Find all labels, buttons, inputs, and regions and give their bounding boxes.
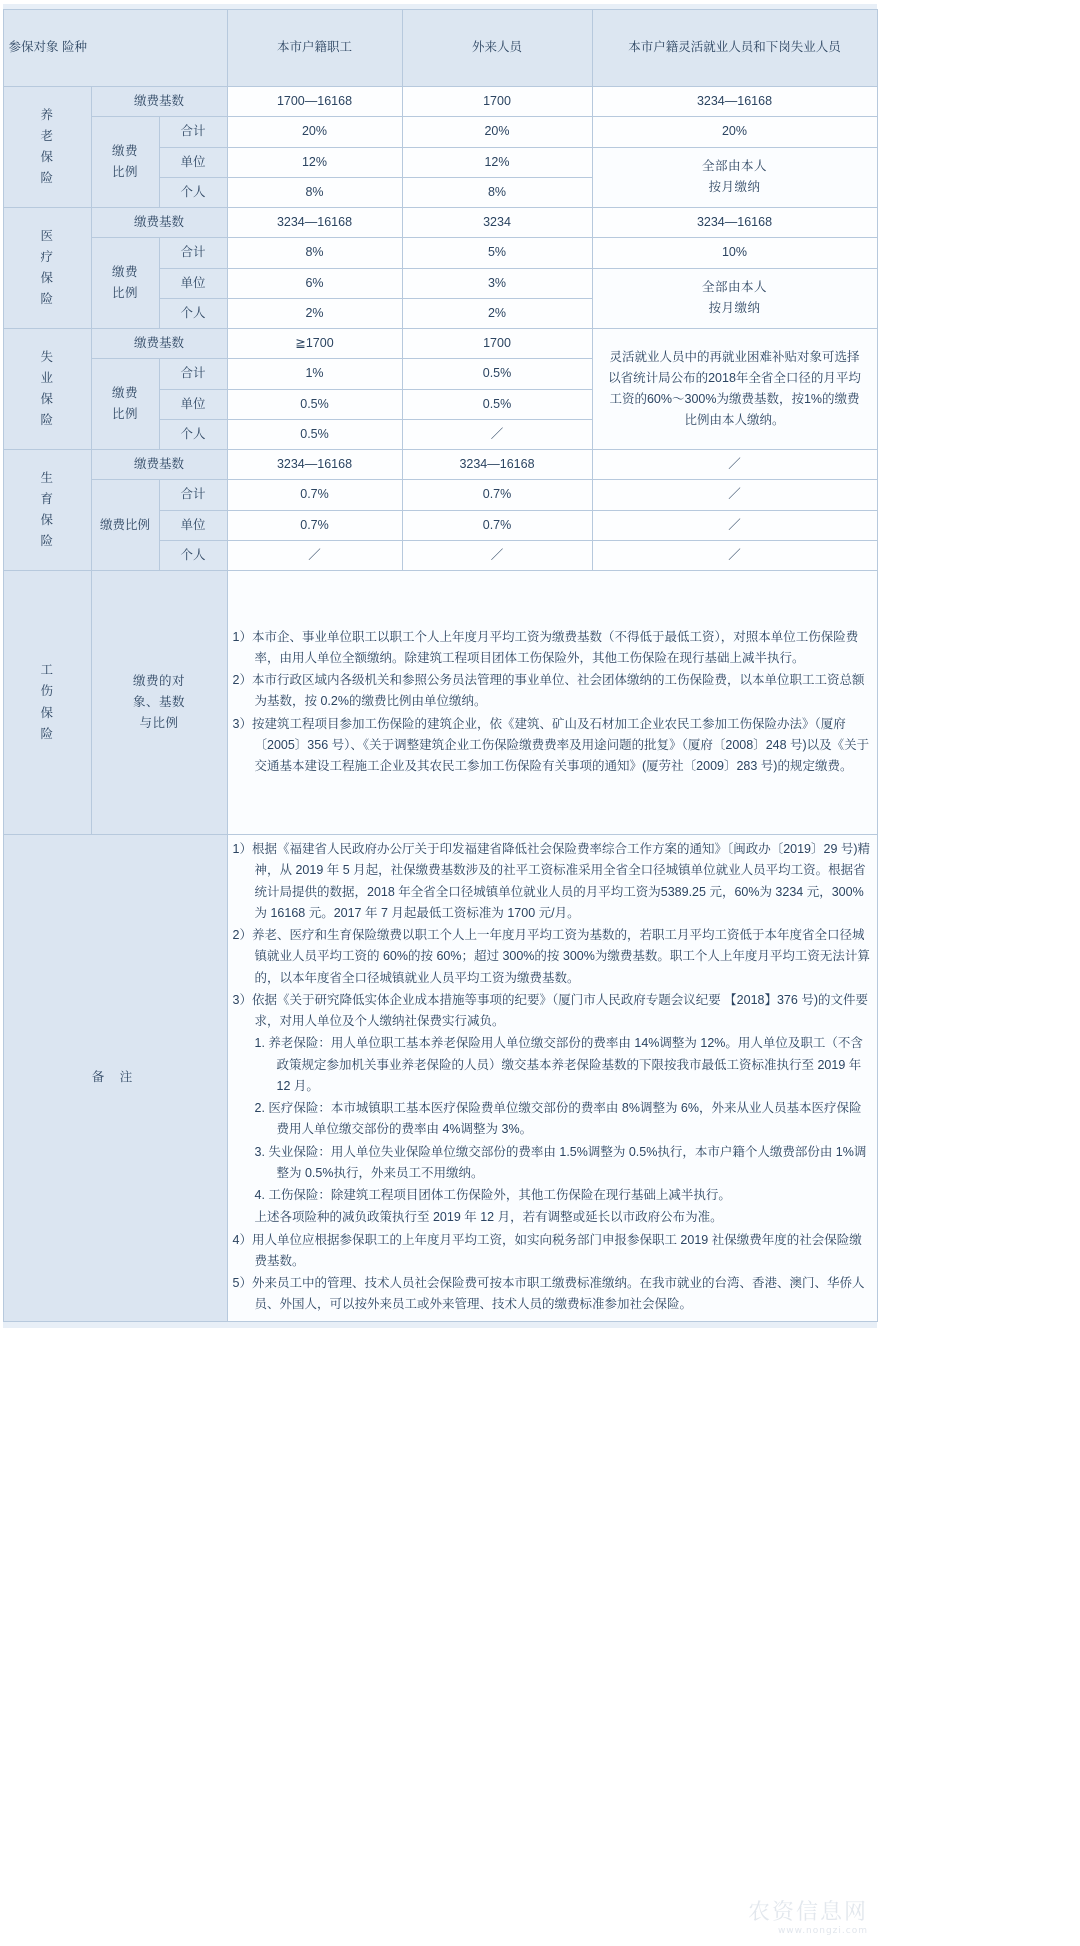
pension-base-migrant: 1700 — [402, 87, 592, 117]
row-label-base-pension: 缴费基数 — [91, 87, 227, 117]
header-col-migrant: 外来人员 — [402, 10, 592, 87]
remark-sub-tail: 上述各项险种的减负政策执行至 2019 年 12 月，若有调整或延长以市政府公布为准。 — [254, 1210, 723, 1225]
maternity-unit-flexible: ／ — [592, 510, 877, 540]
maternity-base-flexible: ／ — [592, 450, 877, 480]
maternity-unit-migrant: 0.7% — [402, 510, 592, 540]
section-label-medical: 医 疗 保 险 — [3, 208, 91, 329]
remark-item-1-text: 根据《福建省人民政府办公厅关于印发福建省降低社会保险费率综合工作方案的通知》〔闽政办〔2019〕29 号)精神，从 2019 年 5 月起，社保缴费基数涉及的社平工资标准采用全省全口径城镇单位就业人员平均工资。根据省统计局提供的数据，2018 年全省全口径城镇单位就业人员的月平均工资为5389.25 元，60%为 3234 元，300%为 16168 元。2017 年 7 月起最低工资标准为 1700 元/月。 — [251, 842, 871, 920]
medical-flexible-selfpay: 全部由本人 按月缴纳 — [592, 268, 877, 329]
row-label-ratio-pension: 缴费 比例 — [91, 117, 159, 208]
row-label-base-maternity: 缴费基数 — [91, 450, 227, 480]
section-label-work-injury: 工 伤 保 险 — [3, 571, 91, 835]
watermark-url: www.nongzi.com — [777, 1926, 868, 1936]
maternity-total-flexible: ／ — [592, 480, 877, 510]
header-col-local-employee: 本市户籍职工 — [227, 10, 402, 87]
medical-total-local: 8% — [227, 238, 402, 268]
pension-base-flexible: 3234—16168 — [592, 87, 877, 117]
work-injury-note-2: 2）本市行政区域内各级机关和参照公务员法管理的事业单位、社会团体缴纳的工伤保险费，以本单位职工工资总额为基数，按 0.2%的缴费比例由单位缴纳。 — [232, 673, 865, 709]
unemployment-individual-migrant: ／ — [402, 419, 592, 449]
medical-base-migrant: 3234 — [402, 208, 592, 238]
remark-item-5 — [233, 1273, 872, 1316]
unemployment-base-migrant: 1700 — [402, 329, 592, 359]
unemployment-base-row — [3, 329, 877, 359]
remark-item-2 — [233, 925, 872, 989]
row-label-total-unemployment: 合计 — [159, 359, 227, 389]
maternity-total-migrant: 0.7% — [402, 480, 592, 510]
row-label-ratio-unemployment: 缴费 比例 — [91, 359, 159, 450]
maternity-individual-local: ／ — [227, 540, 402, 570]
remarks-notes — [227, 835, 877, 1322]
remark-item-2-num: 2） — [232, 928, 252, 942]
row-label-individual-medical: 个人 — [159, 298, 227, 328]
medical-total-row — [3, 238, 877, 268]
section-label-pension: 养 老 保 险 — [3, 87, 91, 208]
work-injury-note-1: 1）本市企、事业单位职工以职工个人上年度月平均工资为缴费基数（不得低于最低工资），对照本单位工伤保险费率，由用人单位全额缴纳。除建筑工程项目团体工伤保险外，其他工伤保险在现行基础上减半执行。 — [232, 629, 859, 665]
unemployment-unit-local: 0.5% — [227, 389, 402, 419]
maternity-total-local: 0.7% — [227, 480, 402, 510]
header-col-flexible-employment: 本市户籍灵活就业人员和下岗失业人员 — [592, 10, 877, 87]
pension-base-row — [3, 87, 877, 117]
remark-item-3-text: 依据《关于研究降低实体企业成本措施等事项的纪要》（厦门市人民政府专题会议纪要 【2018】376 号)的文件要求，对用人单位及个人缴纳社保费实行减负。 — [251, 992, 868, 1028]
unemployment-total-local: 1% — [227, 359, 402, 389]
social-insurance-table — [3, 9, 878, 1322]
remark-sub-item-2: 2. 医疗保险：本市城镇职工基本医疗保险费单位缴交部份的费率由 8%调整为 6%，外来从业人员基本医疗保险费用人单位缴交部份的费率由 4%调整为 3%。 — [254, 1101, 862, 1137]
pension-total-row — [3, 117, 877, 147]
medical-base-flexible: 3234—16168 — [592, 208, 877, 238]
unemployment-total-migrant: 0.5% — [402, 359, 592, 389]
remark-item-4-text: 用人单位应根据参保职工的上年度月平均工资，如实向税务部门申报参保职工 2019 社保缴费年度的社会保险缴费基数。 — [251, 1232, 862, 1268]
medical-total-flexible: 10% — [592, 238, 877, 268]
work-injury-notes — [227, 571, 877, 835]
pension-individual-migrant: 8% — [402, 177, 592, 207]
remark-item-5-num: 5） — [232, 1276, 252, 1290]
remarks-row — [3, 835, 877, 1322]
remark-item-3-num: 3） — [232, 992, 252, 1007]
watermark-text: 农资信息网 — [747, 1900, 868, 1925]
pension-flexible-selfpay: 全部由本人 按月缴纳 — [592, 147, 877, 208]
row-label-unit-medical: 单位 — [159, 268, 227, 298]
row-label-total-maternity: 合计 — [159, 480, 227, 510]
row-label-total-medical: 合计 — [159, 238, 227, 268]
row-label-individual-maternity: 个人 — [159, 540, 227, 570]
row-label-work-injury-object: 缴费的对 象、基数 与比例 — [91, 571, 227, 835]
remark-sub-item-4: 4. 工伤保险：除建筑工程项目团体工伤保险外，其他工伤保险在现行基础上减半执行。 — [254, 1188, 731, 1202]
unemployment-individual-local: 0.5% — [227, 419, 402, 449]
watermark — [748, 1895, 868, 1936]
work-injury-row — [3, 571, 877, 835]
unemployment-base-local: ≧1700 — [227, 329, 402, 359]
pension-unit-migrant: 12% — [402, 147, 592, 177]
medical-base-row — [3, 208, 877, 238]
maternity-individual-flexible: ／ — [592, 540, 877, 570]
unemployment-flexible-note: 灵活就业人员中的再就业困难补贴对象可选择以省统计局公布的2018年全省全口径的月平均工资的60%～300%为缴费基数，按1%的缴费比例由本人缴纳。 — [592, 329, 877, 450]
maternity-unit-local: 0.7% — [227, 510, 402, 540]
medical-total-migrant: 5% — [402, 238, 592, 268]
row-label-total-pension: 合计 — [159, 117, 227, 147]
medical-unit-migrant: 3% — [402, 268, 592, 298]
maternity-base-migrant: 3234—16168 — [402, 450, 592, 480]
pension-unit-local: 12% — [227, 147, 402, 177]
row-label-unit-maternity: 单位 — [159, 510, 227, 540]
unemployment-unit-migrant: 0.5% — [402, 389, 592, 419]
pension-total-migrant: 20% — [402, 117, 592, 147]
medical-base-local: 3234—16168 — [227, 208, 402, 238]
remark-item-5-text: 外来员工中的管理、技术人员社会保险费可按本市职工缴费标准缴纳。在我市就业的台湾、香港、澳门、华侨人员、外国人，可以按外来员工或外来管理、技术人员的缴费标准参加社会保险。 — [251, 1276, 865, 1312]
remark-item-4 — [233, 1230, 872, 1273]
section-label-unemployment: 失 业 保 险 — [3, 329, 91, 450]
remark-item-1-num: 1） — [232, 842, 252, 856]
remark-item-1 — [233, 839, 872, 924]
row-label-individual-pension: 个人 — [159, 177, 227, 207]
table-header-row — [3, 10, 877, 87]
header-corner-label: 参保对象 险种 — [3, 10, 227, 87]
maternity-base-row — [3, 450, 877, 480]
medical-individual-local: 2% — [227, 298, 402, 328]
row-label-individual-unemployment: 个人 — [159, 419, 227, 449]
pension-base-local: 1700—16168 — [227, 87, 402, 117]
remark-sub-item-3: 3. 失业保险：用人单位失业保险单位缴交部份的费率由 1.5%调整为 0.5%执行，本市户籍个人缴费部份由 1%调整为 0.5%执行，外来员工不用缴纳。 — [254, 1144, 867, 1180]
row-label-base-medical: 缴费基数 — [91, 208, 227, 238]
pension-individual-local: 8% — [227, 177, 402, 207]
maternity-base-local: 3234—16168 — [227, 450, 402, 480]
bottom-accent-strip — [3, 1322, 877, 1328]
medical-unit-local: 6% — [227, 268, 402, 298]
work-injury-note-3: 3）按建筑工程项目参加工伤保险的建筑企业，依《建筑、矿山及石材加工企业农民工参加工伤保险办法》（厦府〔2005〕356 号）、《关于调整建筑企业工伤保险缴费费率及用途问题的批复》（厦府〔2008〕248 号)以及《关于交通基本建设工程施工企业及其农民工参加工伤保险有关事项的通知》(厦劳社〔2009〕283 号)的规定缴费。 — [232, 716, 870, 774]
pension-total-flexible: 20% — [592, 117, 877, 147]
row-label-ratio-medical: 缴费 比例 — [91, 238, 159, 329]
row-label-base-unemployment: 缴费基数 — [91, 329, 227, 359]
medical-individual-migrant: 2% — [402, 298, 592, 328]
maternity-individual-migrant: ／ — [402, 540, 592, 570]
remark-item-3 — [233, 990, 872, 1033]
remarks-label: 备 注 — [3, 835, 227, 1322]
section-label-maternity: 生 育 保 险 — [3, 450, 91, 571]
remark-item-4-num: 4） — [232, 1232, 252, 1247]
pension-total-local: 20% — [227, 117, 402, 147]
remark-sub-item-1: 1. 养老保险：用人单位职工基本养老保险用人单位缴交部份的费率由 14%调整为 12%。用人单位及职工（不含政策规定参加机关事业养老保险的人员）缴交基本养老保险基数的下限按我市最低工资标准执行至 2019 年 12 月。 — [254, 1036, 863, 1093]
row-label-unit-pension: 单位 — [159, 147, 227, 177]
remark-item-2-text: 养老、医疗和生育保险缴费以职工个人上一年度月平均工资为基数的，若职工月平均工资低于本年度省全口径城镇就业人员平均工资的 60%的按 60%；超过 300%的按 300%为缴费基数。职工个人上年度月平均工资无法计算的，以本年度省全口径城镇就业人员平均工资为缴费基数。 — [251, 928, 870, 985]
row-label-unit-unemployment: 单位 — [159, 389, 227, 419]
maternity-total-row — [3, 480, 877, 510]
row-label-ratio-maternity: 缴费比例 — [91, 480, 159, 571]
